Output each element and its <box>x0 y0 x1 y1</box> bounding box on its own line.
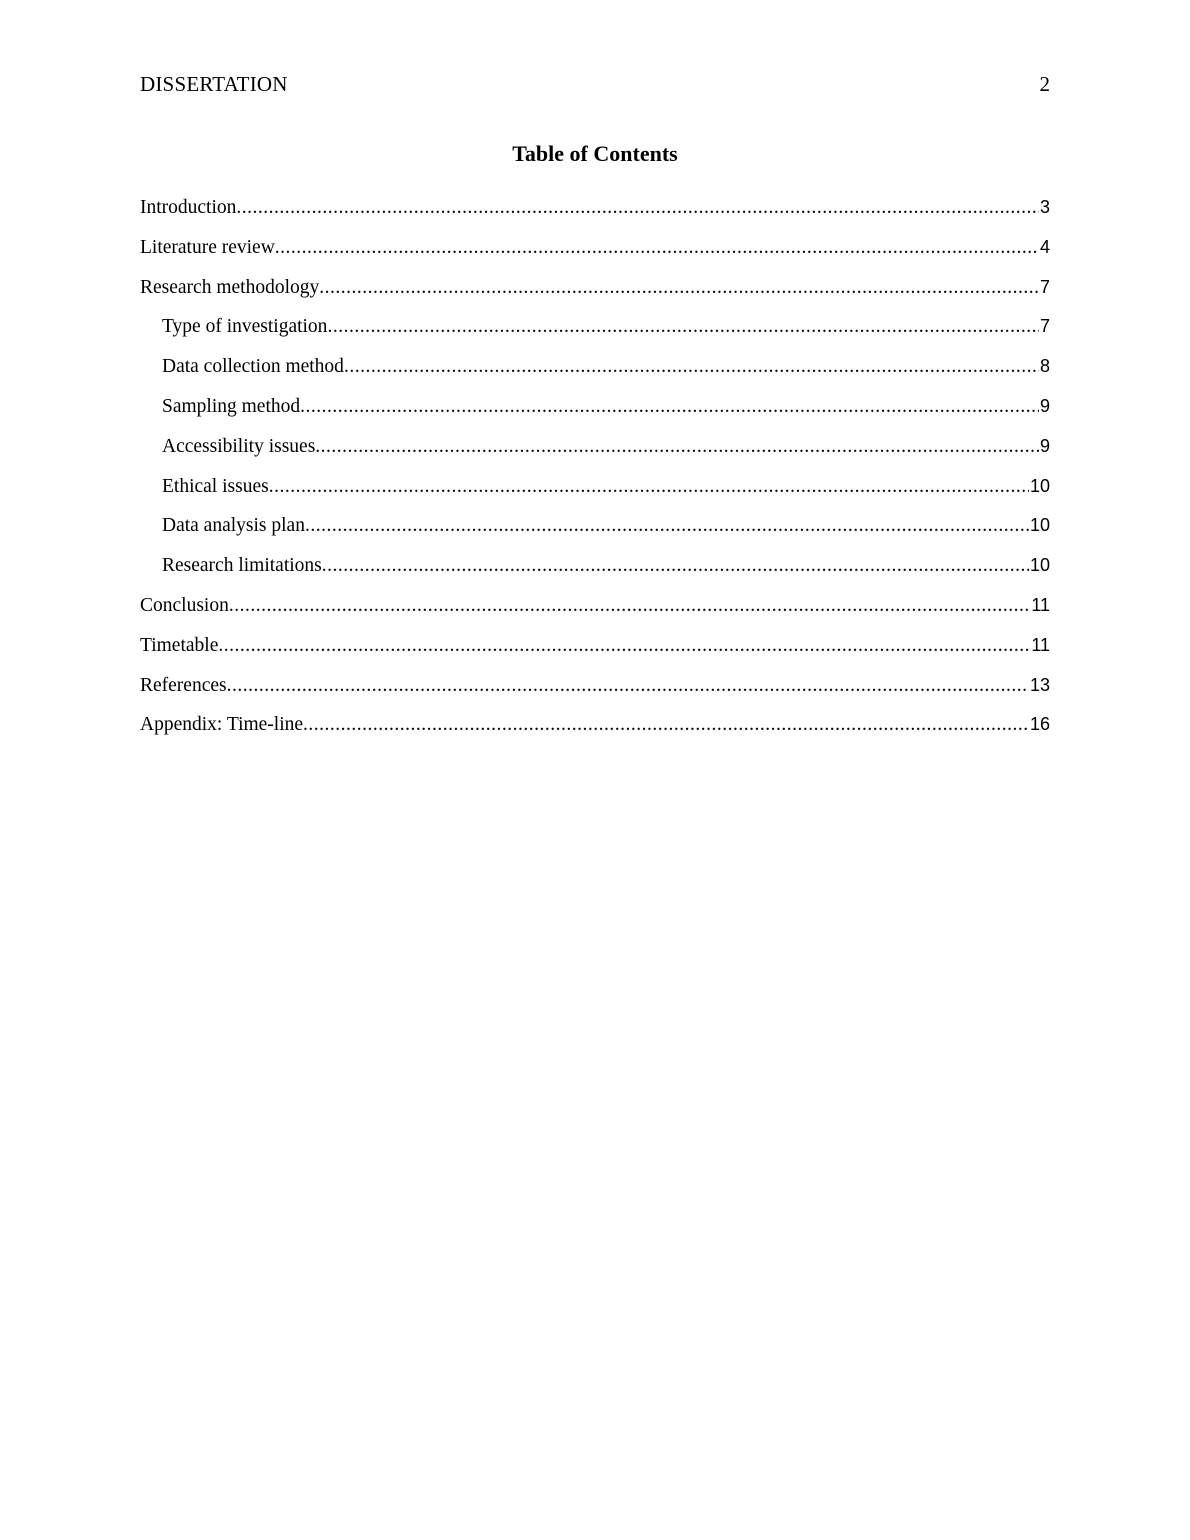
toc-entry-label: Literature review <box>140 236 275 258</box>
toc-entry-label: Conclusion <box>140 594 229 616</box>
toc-dot-leader <box>305 512 1029 540</box>
toc-subentry[interactable] <box>140 432 1050 472</box>
toc-dot-leader <box>315 433 1039 461</box>
header-page-number: 2 <box>1039 72 1050 96</box>
toc-entry-label: Accessibility issues <box>162 435 316 457</box>
toc-subentry[interactable] <box>140 352 1050 392</box>
toc-entry-page: 11 <box>1031 634 1050 655</box>
toc-dot-leader <box>300 393 1039 421</box>
toc-entry-label: Appendix: Time-line <box>140 714 304 736</box>
toc-dot-leader <box>344 353 1039 381</box>
toc-subentry[interactable] <box>140 511 1050 551</box>
toc-entry-label: Data analysis plan <box>162 515 305 537</box>
running-header-title: DISSERTATION <box>140 72 288 96</box>
toc-entry-label: Introduction <box>140 197 237 218</box>
toc-entry-label: Timetable <box>140 634 219 656</box>
toc-dot-leader <box>218 632 1030 660</box>
toc-dot-leader <box>275 234 1039 262</box>
toc-entry-page: 10 <box>1029 515 1050 536</box>
table-of-contents <box>140 193 1050 750</box>
toc-entry[interactable] <box>140 233 1050 273</box>
toc-entry-page: 7 <box>1039 276 1050 297</box>
toc-entry[interactable] <box>140 631 1050 671</box>
toc-subentry[interactable] <box>140 392 1050 432</box>
toc-entry[interactable] <box>140 273 1050 313</box>
toc-entry[interactable] <box>140 710 1050 750</box>
toc-entry-label: Type of investigation <box>162 316 328 338</box>
toc-entry-page: 4 <box>1039 236 1050 257</box>
toc-dot-leader <box>327 313 1039 341</box>
toc-entry-page: 11 <box>1031 594 1050 615</box>
toc-entry-page: 16 <box>1029 714 1050 735</box>
toc-dot-leader <box>227 672 1029 700</box>
toc-entry-label: Sampling method <box>162 395 301 417</box>
toc-entry-label: Research methodology <box>140 276 320 298</box>
toc-entry-label: Research limitations <box>162 555 322 577</box>
toc-entry-page: 9 <box>1039 395 1050 416</box>
toc-subentry[interactable] <box>140 472 1050 512</box>
toc-dot-leader <box>303 711 1029 739</box>
toc-entry[interactable] <box>140 591 1050 631</box>
toc-subentry[interactable] <box>140 312 1050 352</box>
toc-dot-leader <box>236 194 1039 222</box>
toc-heading: Table of Contents <box>512 141 678 166</box>
toc-dot-leader <box>322 552 1029 580</box>
toc-entry-label: References <box>140 674 227 696</box>
toc-entry-label: Ethical issues <box>162 475 269 497</box>
toc-dot-leader <box>229 592 1030 620</box>
toc-entry-page: 13 <box>1029 674 1050 695</box>
toc-entry-page: 10 <box>1029 555 1050 576</box>
toc-entry-page: 3 <box>1039 197 1050 217</box>
toc-subentry[interactable] <box>140 551 1050 591</box>
toc-entry-label: Data collection method <box>162 356 344 378</box>
toc-entry-page: 10 <box>1029 475 1050 496</box>
toc-entry-page: 9 <box>1039 435 1050 456</box>
toc-dot-leader <box>319 274 1039 302</box>
toc-entry[interactable] <box>140 671 1050 711</box>
toc-entry-page: 8 <box>1039 356 1050 377</box>
toc-entry[interactable] <box>140 193 1050 233</box>
toc-entry-page: 7 <box>1039 316 1050 337</box>
toc-dot-leader <box>269 473 1029 501</box>
